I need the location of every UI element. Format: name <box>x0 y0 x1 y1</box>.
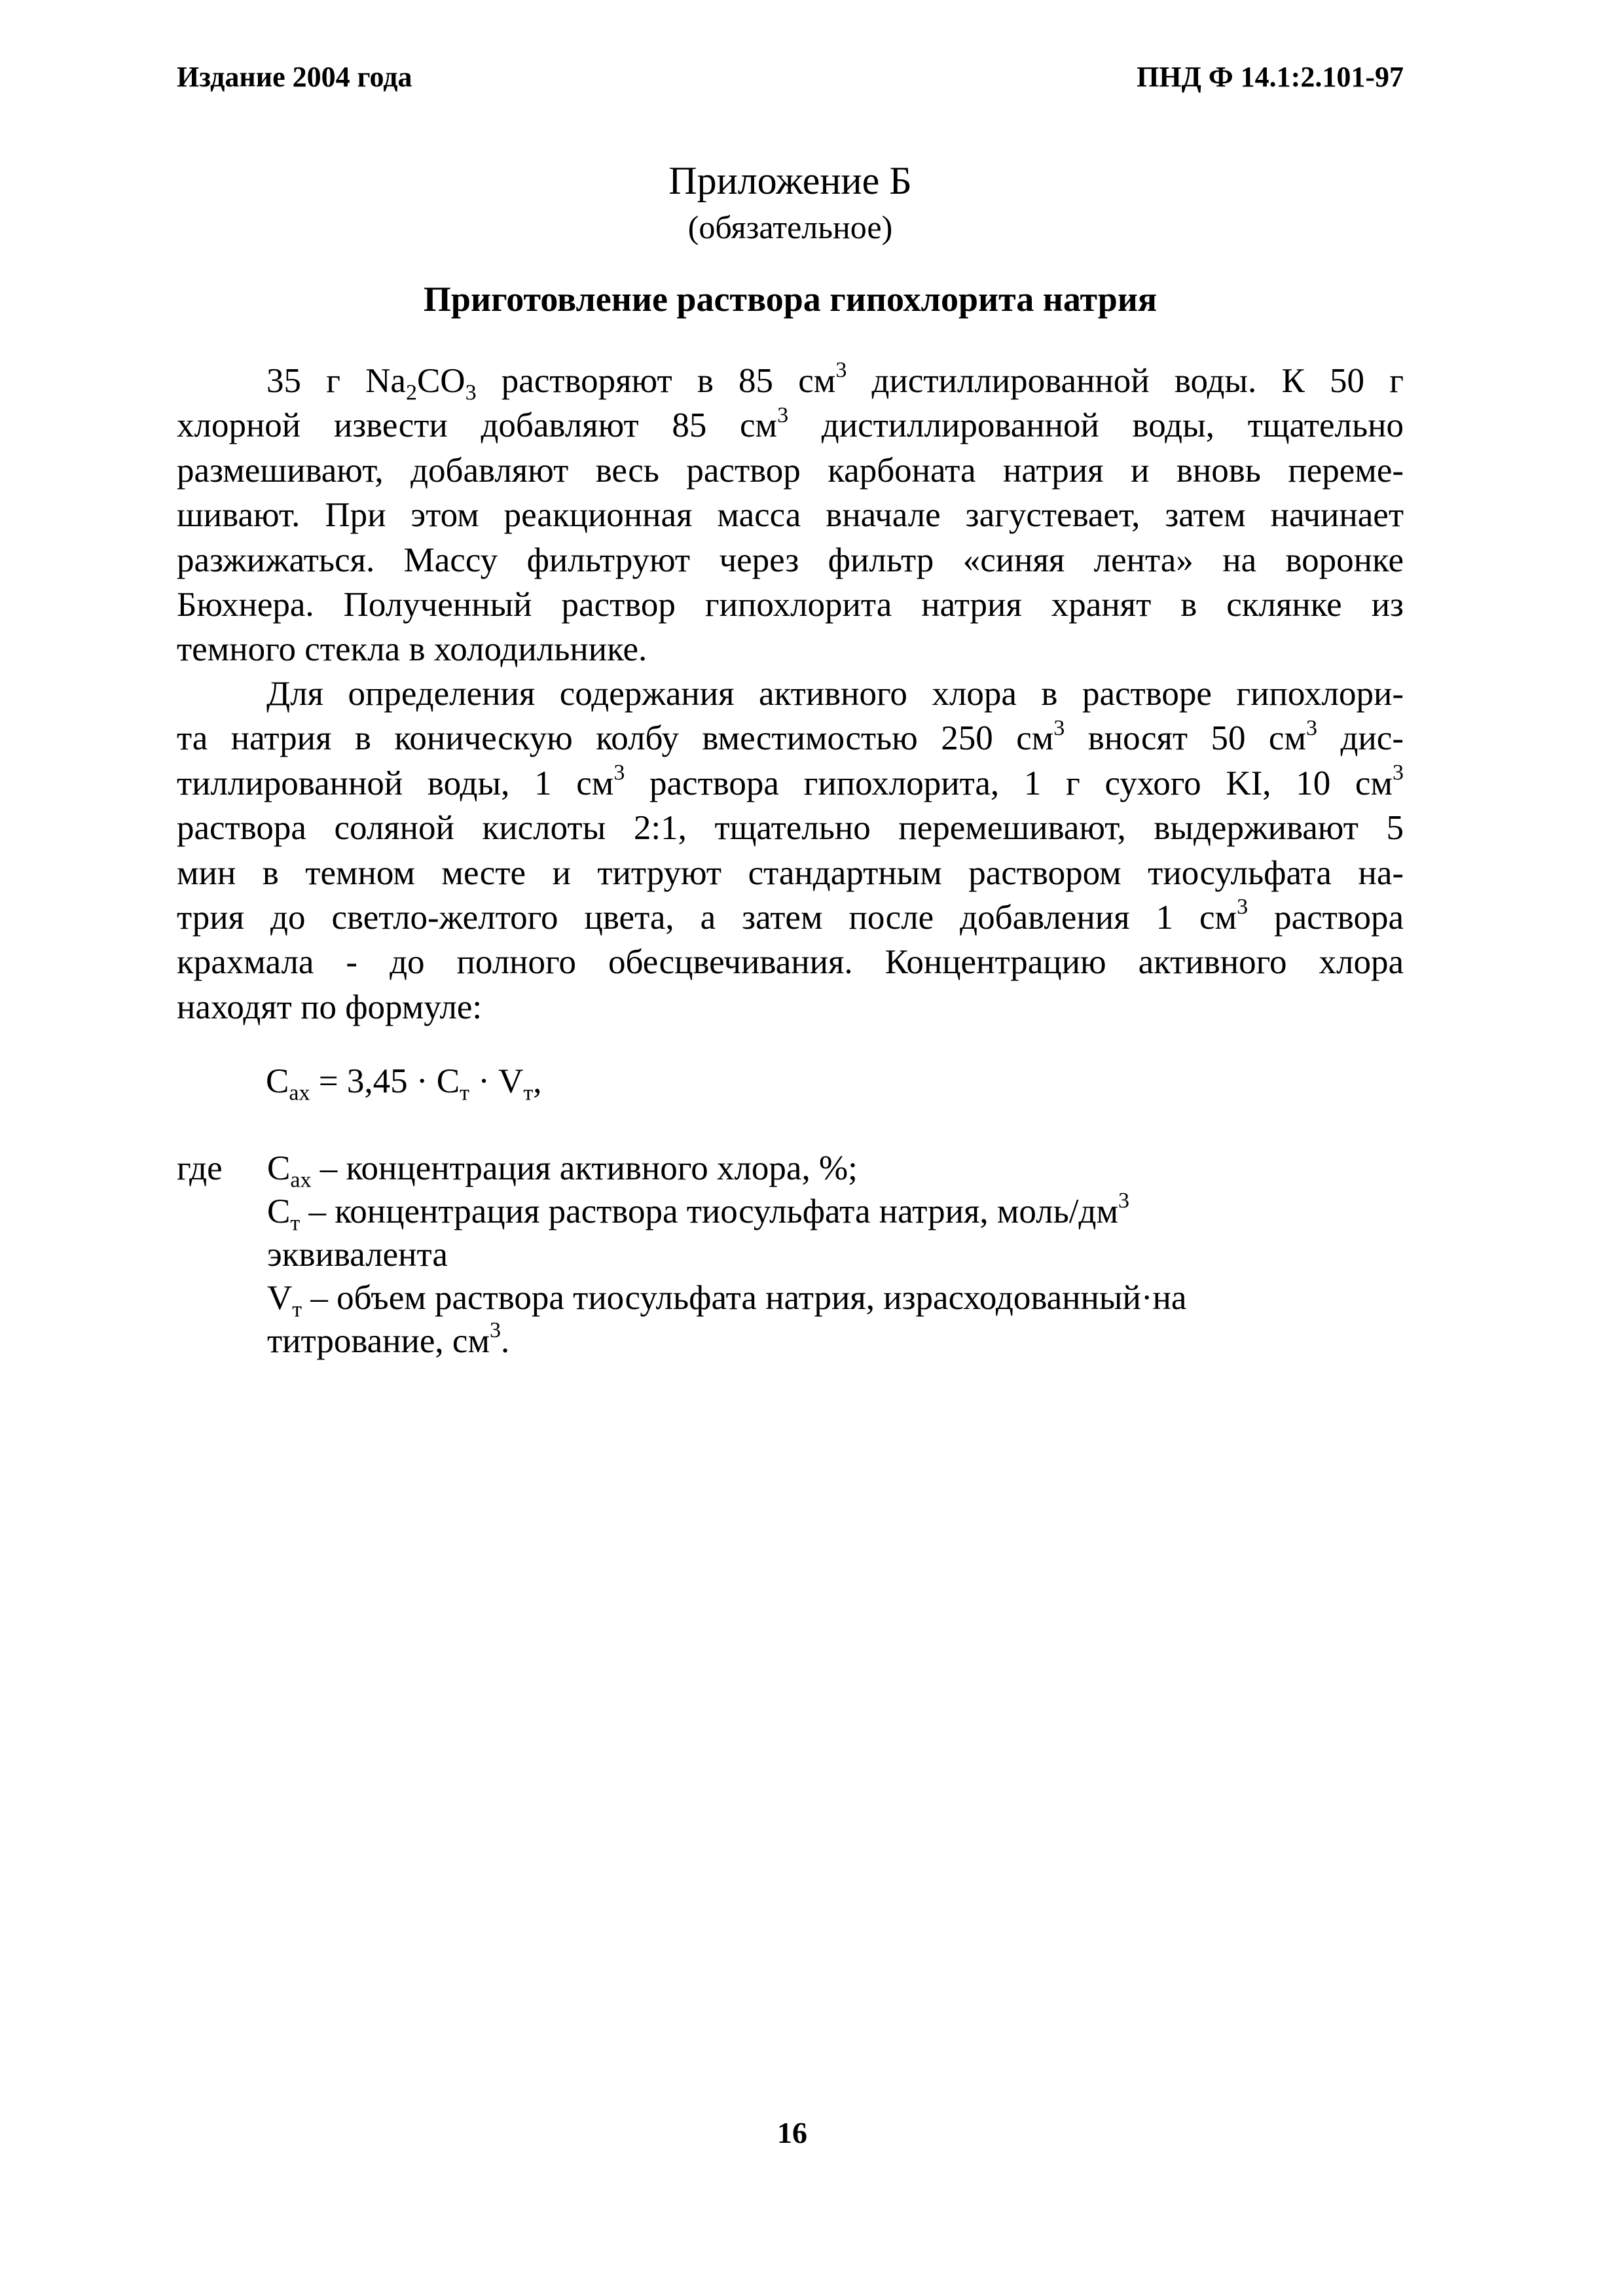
paragraph-line: Для определения содержания активного хлора в растворе гипохлори- <box>266 675 1404 713</box>
legend-definitions <box>267 1147 1413 1363</box>
page-number: 16 <box>777 2116 807 2149</box>
paragraph-line: Бюхнера. Полученный раствор гипохлорита натрия хранят в склянке из <box>177 585 1404 624</box>
legend-item: титрование, $см^3$. <box>267 1318 510 1360</box>
paragraph-determination <box>177 672 1404 1030</box>
paragraph-line: крахмала - до полного обесцвечивания. Концентрацию активного хлора <box>177 943 1404 982</box>
paragraph-line: раствора соляной кислоты 2:1, тщательно перемешивают, выдерживают 5 <box>177 809 1404 848</box>
paragraph-line: разжижаться. Массу фильтруют через фильтр «синяя лента» на воронке <box>177 541 1404 579</box>
paragraph-line: тиллированной воды, 1 $см^3$ раствора гипохлорита, 1 г сухого KI, 10 $см^3$ <box>177 761 1404 802</box>
paragraph-line: размешивают, добавляют весь раствор карбоната натрия и вновь переме- <box>177 451 1404 490</box>
paragraph-line: хлорной извести добавляют 85 $см^3$ дистиллированной воды, тщательно <box>177 403 1404 445</box>
document-code-header: ПНД Ф 14.1:2.101-97 <box>1137 61 1404 93</box>
paragraph-line: трия до светло-желтого цвета, а затем после добавления 1 $см^3$ раствора <box>177 895 1404 937</box>
paragraph-line: 35 г $Na_2CO_3$ растворяют в 85 $см^3$ дистиллированной воды. К 50 г <box>266 358 1404 405</box>
legend-item: $V_т$ – объем раствора тиосульфата натрия, израсходованный·на <box>267 1279 1187 1322</box>
edition-header: Издание 2004 года <box>177 61 412 93</box>
paragraph-line: мин в темном месте и титруют стандартным раствором тиосульфата на- <box>177 853 1404 892</box>
paragraph-line: находят по формуле: <box>177 988 483 1026</box>
legend-item: эквивалента <box>267 1236 448 1274</box>
legend-item: $C_{ах}$ – концентрация активного хлора, %; <box>267 1149 858 1193</box>
appendix-subtitle: (обязательное) <box>687 209 893 245</box>
where-word: где <box>177 1149 223 1187</box>
active-chlorine-formula: $C_{ах} = 3,45 \cdot C_т \cdot V_т$, <box>266 1062 542 1105</box>
paragraph-preparation <box>177 359 1404 672</box>
section-title: Приготовление раствора гипохлорита натрия <box>423 279 1158 319</box>
paragraph-line: темного стекла в холодильнике. <box>177 630 647 669</box>
legend-item: $C_т$ – концентрация раствора тиосульфата натрия, моль/$дм^3$ <box>267 1189 1130 1236</box>
appendix-title: Приложение Б <box>668 159 912 202</box>
paragraph-line: та натрия в коническую колбу вместимостью 250 $см^3$ вносят 50 $см^3$ дис- <box>177 715 1404 758</box>
paragraph-line: шивают. При этом реакционная масса вначале загустевает, затем начинает <box>177 496 1404 535</box>
